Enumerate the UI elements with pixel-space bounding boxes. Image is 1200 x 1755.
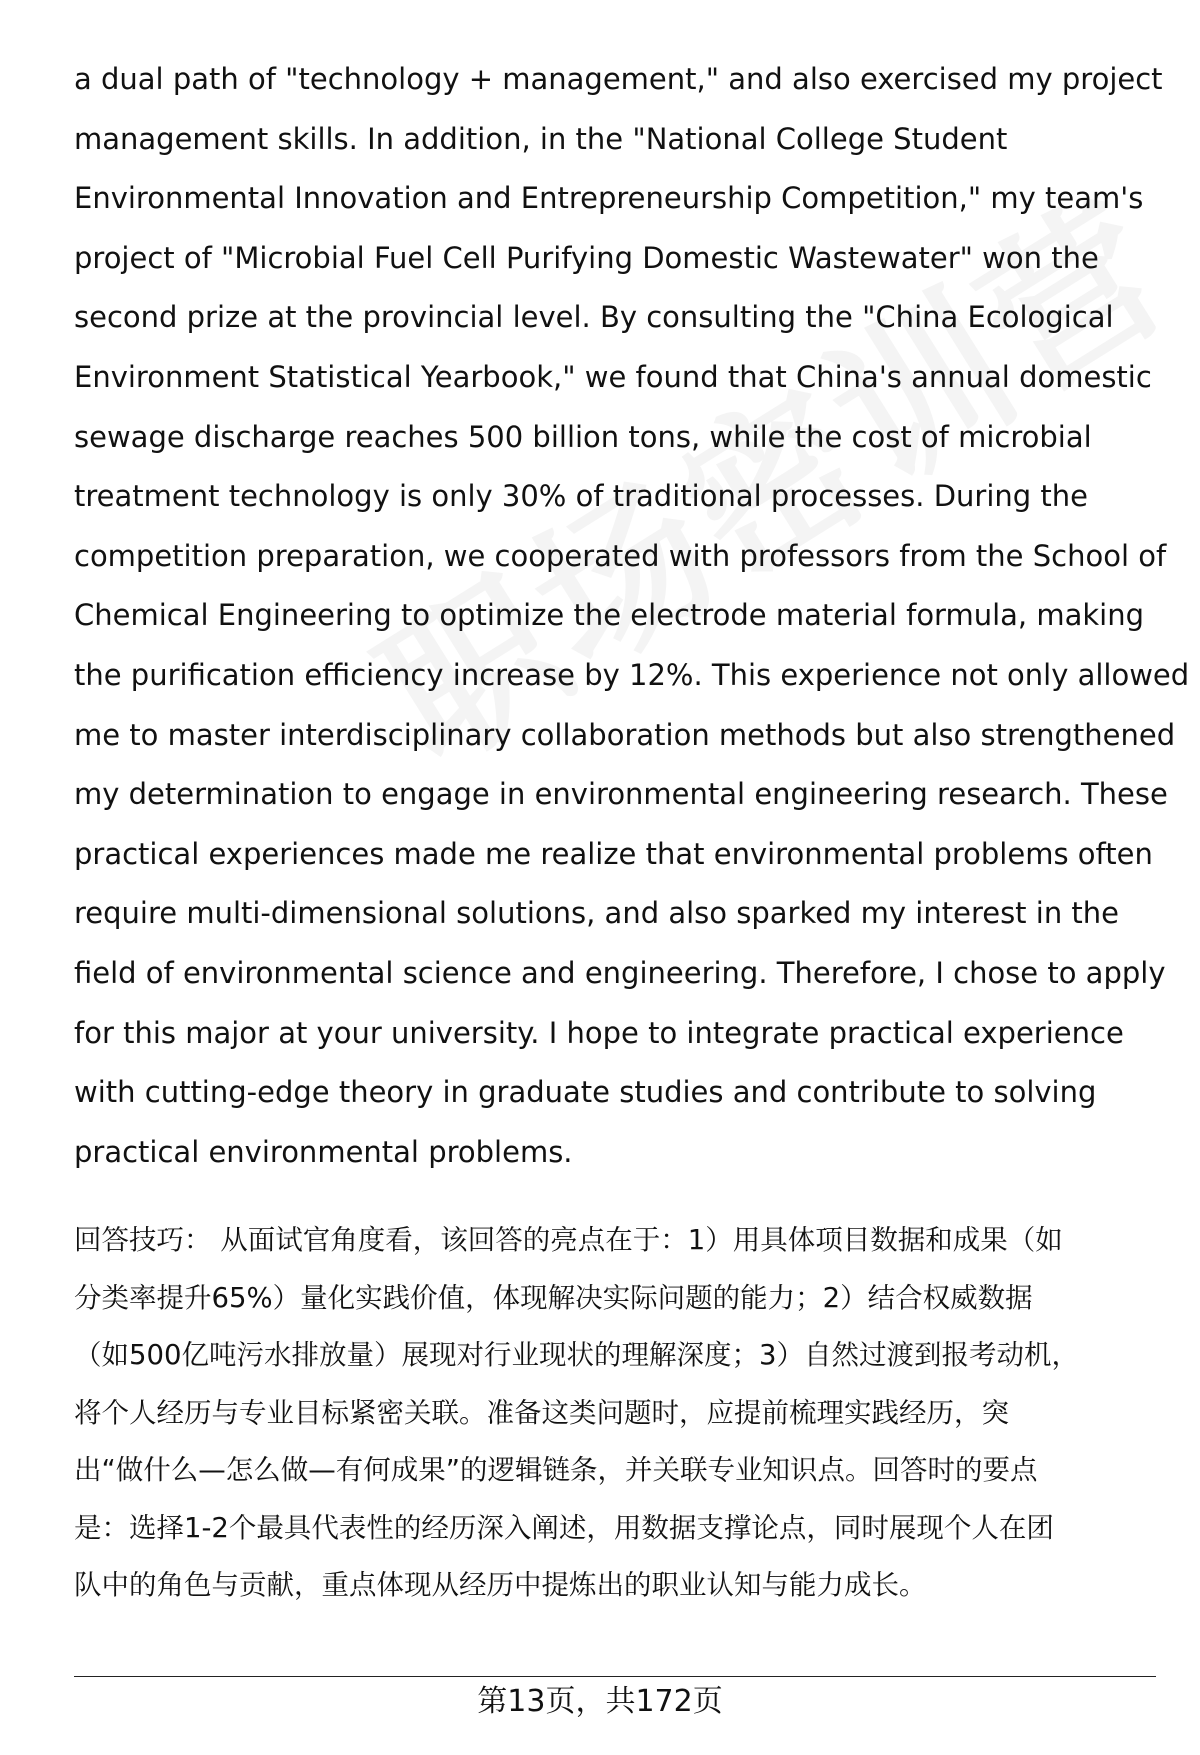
answer-line: sewage discharge reaches 500 billion tons, while the cost of microbial	[74, 419, 1092, 454]
answer-line: the purification efficiency increase by 12%. This experience not only allowed	[74, 657, 1190, 692]
answer-line: competition preparation, we cooperated with professors from the School of	[74, 538, 1167, 573]
tips-line: （如500亿吨污水排放量）展现对行业现状的理解深度；3）自然过渡到报考动机，	[74, 1339, 1079, 1371]
answer-line: management skills. In addition, in the "National College Student	[74, 121, 1008, 156]
tips-line: 分类率提升65%）量化实践价值，体现解决实际问题的能力；2）结合权威数据	[74, 1281, 1033, 1314]
answer-line: practical experiences made me realize that environmental problems often	[74, 836, 1153, 871]
answer-line: my determination to engage in environmental engineering research. These	[74, 777, 1168, 812]
answer-line: project of "Microbial Fuel Cell Purifying Domestic Wastewater" won the	[74, 240, 1099, 275]
answer-line: Chemical Engineering to optimize the electrode material formula, making	[74, 598, 1145, 633]
footer-divider	[74, 1676, 1156, 1677]
page-number: 第13页，共172页	[477, 1684, 723, 1719]
answer-line: for this major at your university. I hope to integrate practical experience	[74, 1015, 1124, 1050]
answer-line: Environment Statistical Yearbook," we found that China's annual domestic	[74, 359, 1152, 394]
answer-line: practical environmental problems.	[74, 1134, 573, 1169]
answer-line: require multi-dimensional solutions, and also sparked my interest in the	[74, 896, 1120, 931]
tips-line: 是：选择1-2个最具代表性的经历深入阐述，用数据支撑论点，同时展现个人在团	[74, 1511, 1054, 1544]
tips-line: 回答技巧： 从面试官角度看，该回答的亮点在于：1）用具体项目数据和成果（如	[74, 1224, 1063, 1256]
tips-line: 出“做什么—怎么做—有何成果”的逻辑链条，并关联专业知识点。回答时的要点	[74, 1454, 1038, 1486]
answer-line: a dual path of "technology + management," and also exercised my project	[74, 62, 1163, 96]
answer-line: field of environmental science and engineering. Therefore, I chose to apply	[74, 955, 1166, 990]
answer-paragraph	[74, 50, 1190, 1182]
answer-line: with cutting-edge theory in graduate studies and contribute to solving	[74, 1075, 1097, 1110]
answer-tips-paragraph	[74, 1212, 1164, 1615]
answer-line: second prize at the provincial level. By consulting the "China Ecological	[74, 300, 1114, 335]
answer-line: Environmental Innovation and Entrepreneurship Competition," my team's	[74, 181, 1144, 216]
answer-line: me to master interdisciplinary collaboration methods but also strengthened	[74, 717, 1176, 752]
tips-line: 队中的角色与贡献，重点体现从经历中提炼出的职业认知与能力成长。	[74, 1569, 927, 1601]
answer-line: treatment technology is only 30% of traditional processes. During the	[74, 479, 1088, 514]
tips-line: 将个人经历与专业目标紧密关联。准备这类问题时，应提前梳理实践经历，突	[74, 1396, 1009, 1429]
